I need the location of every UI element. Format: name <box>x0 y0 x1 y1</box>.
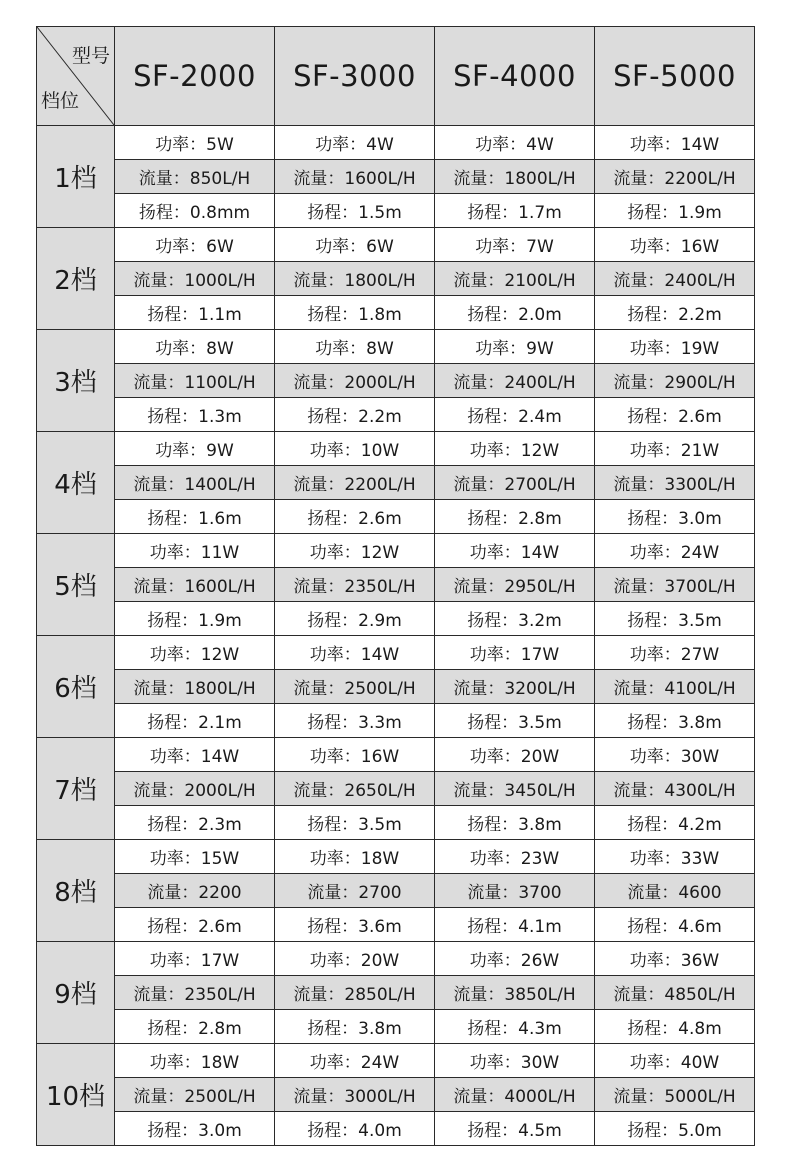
power-cell: 功率：9W <box>115 432 275 466</box>
power-cell: 功率：6W <box>275 228 435 262</box>
table-row <box>37 296 755 330</box>
head-cell: 扬程：3.5m <box>595 602 755 636</box>
flow-cell: 流量：2700 <box>275 874 435 908</box>
model-header: SF-3000 <box>275 27 435 126</box>
table-row <box>37 500 755 534</box>
head-cell: 扬程：3.3m <box>275 704 435 738</box>
table-row <box>37 1044 755 1078</box>
power-cell: 功率：11W <box>115 534 275 568</box>
head-cell: 扬程：1.1m <box>115 296 275 330</box>
head-cell: 扬程：2.6m <box>115 908 275 942</box>
table-row <box>37 840 755 874</box>
spec-table <box>36 26 755 1146</box>
flow-cell: 流量：3300L/H <box>595 466 755 500</box>
head-cell: 扬程：1.3m <box>115 398 275 432</box>
model-axis-label: 型号 <box>71 45 110 67</box>
head-cell: 扬程：1.8m <box>275 296 435 330</box>
power-cell: 功率：19W <box>595 330 755 364</box>
table-row <box>37 160 755 194</box>
flow-cell: 流量：1800L/H <box>275 262 435 296</box>
gear-axis-label: 档位 <box>41 90 80 112</box>
head-cell: 扬程：3.8m <box>595 704 755 738</box>
head-cell: 扬程：1.9m <box>595 194 755 228</box>
flow-cell: 流量：2400L/H <box>595 262 755 296</box>
power-cell: 功率：15W <box>115 840 275 874</box>
head-cell: 扬程：3.0m <box>115 1112 275 1146</box>
power-cell: 功率：5W <box>115 126 275 160</box>
flow-cell: 流量：3000L/H <box>275 1078 435 1112</box>
gear-label: 1档 <box>37 126 115 228</box>
flow-cell: 流量：3700 <box>435 874 595 908</box>
flow-cell: 流量：3850L/H <box>435 976 595 1010</box>
flow-cell: 流量：2950L/H <box>435 568 595 602</box>
table-row <box>37 194 755 228</box>
table-row <box>37 534 755 568</box>
power-cell: 功率：24W <box>275 1044 435 1078</box>
head-cell: 扬程：2.4m <box>435 398 595 432</box>
table-row <box>37 704 755 738</box>
table-row <box>37 1010 755 1044</box>
model-header: SF-2000 <box>115 27 275 126</box>
flow-cell: 流量：4850L/H <box>595 976 755 1010</box>
power-cell: 功率：16W <box>595 228 755 262</box>
flow-cell: 流量：2650L/H <box>275 772 435 806</box>
power-cell: 功率：14W <box>595 126 755 160</box>
table-row <box>37 976 755 1010</box>
power-cell: 功率：20W <box>435 738 595 772</box>
flow-cell: 流量：2350L/H <box>275 568 435 602</box>
flow-cell: 流量：3450L/H <box>435 772 595 806</box>
flow-cell: 流量：1600L/H <box>115 568 275 602</box>
gear-label: 9档 <box>37 942 115 1044</box>
head-cell: 扬程：3.5m <box>435 704 595 738</box>
power-cell: 功率：27W <box>595 636 755 670</box>
head-cell: 扬程：1.5m <box>275 194 435 228</box>
flow-cell: 流量：2700L/H <box>435 466 595 500</box>
flow-cell: 流量：3700L/H <box>595 568 755 602</box>
model-header: SF-4000 <box>435 27 595 126</box>
flow-cell: 流量：2900L/H <box>595 364 755 398</box>
power-cell: 功率：33W <box>595 840 755 874</box>
table-row <box>37 908 755 942</box>
head-cell: 扬程：0.8mm <box>115 194 275 228</box>
head-cell: 扬程：2.1m <box>115 704 275 738</box>
head-cell: 扬程：3.8m <box>435 806 595 840</box>
model-header: SF-5000 <box>595 27 755 126</box>
head-cell: 扬程：2.2m <box>595 296 755 330</box>
flow-cell: 流量：1100L/H <box>115 364 275 398</box>
power-cell: 功率：40W <box>595 1044 755 1078</box>
head-cell: 扬程：1.6m <box>115 500 275 534</box>
power-cell: 功率：6W <box>115 228 275 262</box>
table-row <box>37 262 755 296</box>
gear-label: 5档 <box>37 534 115 636</box>
power-cell: 功率：24W <box>595 534 755 568</box>
head-cell: 扬程：3.6m <box>275 908 435 942</box>
flow-cell: 流量：4600 <box>595 874 755 908</box>
table-row <box>37 806 755 840</box>
flow-cell: 流量：1400L/H <box>115 466 275 500</box>
flow-cell: 流量：2000L/H <box>115 772 275 806</box>
flow-cell: 流量：1000L/H <box>115 262 275 296</box>
power-cell: 功率：16W <box>275 738 435 772</box>
head-cell: 扬程：4.1m <box>435 908 595 942</box>
power-cell: 功率：9W <box>435 330 595 364</box>
power-cell: 功率：23W <box>435 840 595 874</box>
head-cell: 扬程：2.0m <box>435 296 595 330</box>
head-cell: 扬程：4.3m <box>435 1010 595 1044</box>
head-cell: 扬程：2.2m <box>275 398 435 432</box>
head-cell: 扬程：2.3m <box>115 806 275 840</box>
flow-cell: 流量：3200L/H <box>435 670 595 704</box>
head-cell: 扬程：2.6m <box>275 500 435 534</box>
head-cell: 扬程：2.8m <box>115 1010 275 1044</box>
power-cell: 功率：4W <box>435 126 595 160</box>
power-cell: 功率：30W <box>595 738 755 772</box>
gear-label: 3档 <box>37 330 115 432</box>
head-cell: 扬程：1.9m <box>115 602 275 636</box>
gear-label: 6档 <box>37 636 115 738</box>
table-row <box>37 636 755 670</box>
table-row <box>37 398 755 432</box>
power-cell: 功率：26W <box>435 942 595 976</box>
head-cell: 扬程：4.0m <box>275 1112 435 1146</box>
head-cell: 扬程：3.0m <box>595 500 755 534</box>
power-cell: 功率：17W <box>435 636 595 670</box>
flow-cell: 流量：850L/H <box>115 160 275 194</box>
power-cell: 功率：12W <box>115 636 275 670</box>
flow-cell: 流量：1800L/H <box>435 160 595 194</box>
flow-cell: 流量：2100L/H <box>435 262 595 296</box>
power-cell: 功率：17W <box>115 942 275 976</box>
power-cell: 功率：30W <box>435 1044 595 1078</box>
flow-cell: 流量：2200L/H <box>595 160 755 194</box>
power-cell: 功率：18W <box>115 1044 275 1078</box>
table-row <box>37 466 755 500</box>
gear-label: 4档 <box>37 432 115 534</box>
table-row <box>37 874 755 908</box>
flow-cell: 流量：5000L/H <box>595 1078 755 1112</box>
flow-cell: 流量：4000L/H <box>435 1078 595 1112</box>
table-row <box>37 568 755 602</box>
table-row <box>37 1078 755 1112</box>
flow-cell: 流量：2200 <box>115 874 275 908</box>
power-cell: 功率：8W <box>115 330 275 364</box>
table-row <box>37 228 755 262</box>
head-cell: 扬程：1.7m <box>435 194 595 228</box>
head-cell: 扬程：4.8m <box>595 1010 755 1044</box>
power-cell: 功率：18W <box>275 840 435 874</box>
gear-label: 2档 <box>37 228 115 330</box>
table-row <box>37 1112 755 1146</box>
flow-cell: 流量：2500L/H <box>115 1078 275 1112</box>
table-row <box>37 126 755 160</box>
power-cell: 功率：21W <box>595 432 755 466</box>
table-row <box>37 772 755 806</box>
power-cell: 功率：4W <box>275 126 435 160</box>
flow-cell: 流量：4100L/H <box>595 670 755 704</box>
head-cell: 扬程：2.6m <box>595 398 755 432</box>
head-cell: 扬程：2.8m <box>435 500 595 534</box>
flow-cell: 流量：1800L/H <box>115 670 275 704</box>
table-row <box>37 432 755 466</box>
table-body <box>37 27 755 1146</box>
gear-label: 8档 <box>37 840 115 942</box>
head-cell: 扬程：4.6m <box>595 908 755 942</box>
power-cell: 功率：14W <box>275 636 435 670</box>
power-cell: 功率：10W <box>275 432 435 466</box>
table-row <box>37 738 755 772</box>
flow-cell: 流量：2350L/H <box>115 976 275 1010</box>
corner-cell <box>37 27 115 126</box>
power-cell: 功率：14W <box>435 534 595 568</box>
power-cell: 功率：14W <box>115 738 275 772</box>
gear-label: 10档 <box>37 1044 115 1146</box>
flow-cell: 流量：2500L/H <box>275 670 435 704</box>
table-row <box>37 602 755 636</box>
head-cell: 扬程：2.9m <box>275 602 435 636</box>
power-cell: 功率：12W <box>435 432 595 466</box>
table-row <box>37 330 755 364</box>
head-cell: 扬程：4.2m <box>595 806 755 840</box>
power-cell: 功率：12W <box>275 534 435 568</box>
flow-cell: 流量：4300L/H <box>595 772 755 806</box>
header-row <box>37 27 755 126</box>
flow-cell: 流量：2200L/H <box>275 466 435 500</box>
head-cell: 扬程：3.8m <box>275 1010 435 1044</box>
flow-cell: 流量：2000L/H <box>275 364 435 398</box>
flow-cell: 流量：2400L/H <box>435 364 595 398</box>
table-row <box>37 364 755 398</box>
table-row <box>37 670 755 704</box>
head-cell: 扬程：3.2m <box>435 602 595 636</box>
head-cell: 扬程：4.5m <box>435 1112 595 1146</box>
power-cell: 功率：8W <box>275 330 435 364</box>
head-cell: 扬程：3.5m <box>275 806 435 840</box>
power-cell: 功率：36W <box>595 942 755 976</box>
head-cell: 扬程：5.0m <box>595 1112 755 1146</box>
flow-cell: 流量：2850L/H <box>275 976 435 1010</box>
table-row <box>37 942 755 976</box>
power-cell: 功率：7W <box>435 228 595 262</box>
power-cell: 功率：20W <box>275 942 435 976</box>
gear-label: 7档 <box>37 738 115 840</box>
flow-cell: 流量：1600L/H <box>275 160 435 194</box>
